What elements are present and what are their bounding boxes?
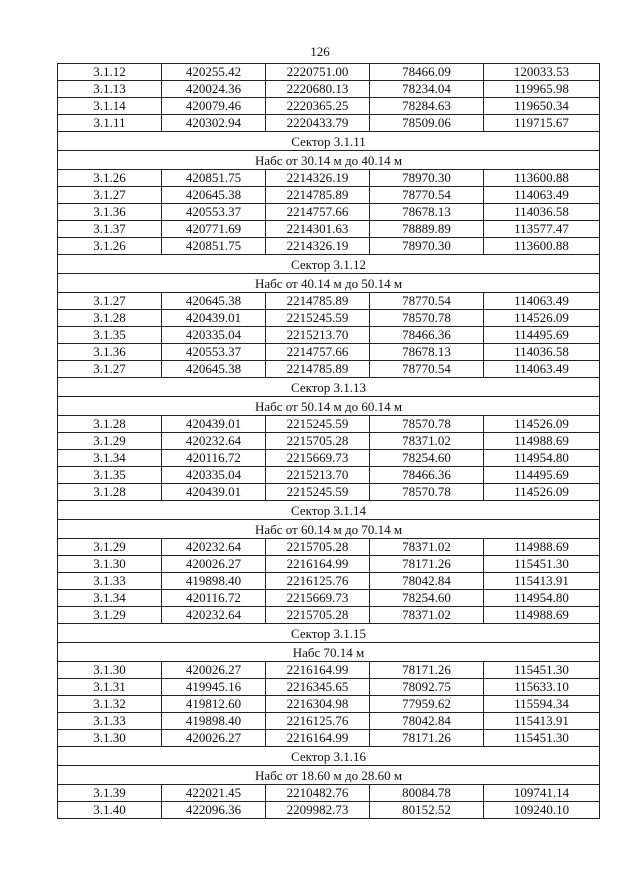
point-id-cell: 3.1.30 [58, 730, 162, 747]
local-x-cell: 78466.09 [370, 64, 484, 81]
section-header-row [58, 643, 600, 662]
point-id-cell: 3.1.37 [58, 221, 162, 238]
section-header: Набс от 30.14 м до 40.14 м [58, 151, 600, 170]
local-x-cell: 78371.02 [370, 607, 484, 624]
y-coordinate-cell: 2216164.99 [266, 662, 370, 679]
local-y-cell: 114036.58 [484, 204, 600, 221]
table-row [58, 170, 600, 187]
point-id-cell: 3.1.12 [58, 64, 162, 81]
table-row [58, 467, 600, 484]
section-header-row [58, 501, 600, 520]
local-x-cell: 78171.26 [370, 730, 484, 747]
table-row [58, 64, 600, 81]
local-x-cell: 78284.63 [370, 98, 484, 115]
local-y-cell: 114526.09 [484, 484, 600, 501]
y-coordinate-cell: 2214757.66 [266, 344, 370, 361]
x-coordinate-cell: 420645.38 [162, 293, 266, 310]
local-x-cell: 78254.60 [370, 590, 484, 607]
local-y-cell: 120033.53 [484, 64, 600, 81]
y-coordinate-cell: 2215245.59 [266, 416, 370, 433]
point-id-cell: 3.1.33 [58, 713, 162, 730]
point-id-cell: 3.1.29 [58, 607, 162, 624]
local-x-cell: 78092.75 [370, 679, 484, 696]
table-row [58, 310, 600, 327]
local-y-cell: 114988.69 [484, 433, 600, 450]
section-header: Набс от 60.14 м до 70.14 м [58, 520, 600, 539]
y-coordinate-cell: 2215705.28 [266, 607, 370, 624]
section-header: Сектор 3.1.13 [58, 378, 600, 397]
local-y-cell: 115451.30 [484, 556, 600, 573]
y-coordinate-cell: 2220433.79 [266, 115, 370, 132]
local-x-cell: 78678.13 [370, 204, 484, 221]
local-x-cell: 78970.30 [370, 238, 484, 255]
local-x-cell: 78570.78 [370, 416, 484, 433]
table-row [58, 607, 600, 624]
y-coordinate-cell: 2215669.73 [266, 590, 370, 607]
section-header: Набс от 40.14 м до 50.14 м [58, 274, 600, 293]
local-x-cell: 80084.78 [370, 785, 484, 802]
table-row [58, 556, 600, 573]
y-coordinate-cell: 2215213.70 [266, 467, 370, 484]
y-coordinate-cell: 2215245.59 [266, 484, 370, 501]
local-y-cell: 115633.10 [484, 679, 600, 696]
local-y-cell: 109741.14 [484, 785, 600, 802]
section-header: Набс от 50.14 м до 60.14 м [58, 397, 600, 416]
x-coordinate-cell: 420024.36 [162, 81, 266, 98]
table-row [58, 539, 600, 556]
y-coordinate-cell: 2210482.76 [266, 785, 370, 802]
local-x-cell: 78570.78 [370, 484, 484, 501]
x-coordinate-cell: 420335.04 [162, 327, 266, 344]
local-y-cell: 114063.49 [484, 293, 600, 310]
local-y-cell: 113600.88 [484, 170, 600, 187]
section-header: Набс от 18.60 м до 28.60 м [58, 766, 600, 785]
table-body [58, 64, 600, 819]
section-header-row [58, 520, 600, 539]
table-row [58, 590, 600, 607]
table-row [58, 433, 600, 450]
point-id-cell: 3.1.39 [58, 785, 162, 802]
table-row [58, 450, 600, 467]
local-y-cell: 114063.49 [484, 187, 600, 204]
x-coordinate-cell: 420771.69 [162, 221, 266, 238]
local-y-cell: 114526.09 [484, 416, 600, 433]
local-x-cell: 78466.36 [370, 467, 484, 484]
section-header: Сектор 3.1.15 [58, 624, 600, 643]
x-coordinate-cell: 420116.72 [162, 590, 266, 607]
x-coordinate-cell: 422096.36 [162, 802, 266, 819]
section-header-row [58, 151, 600, 170]
local-y-cell: 114495.69 [484, 467, 600, 484]
point-id-cell: 3.1.29 [58, 539, 162, 556]
local-y-cell: 114954.80 [484, 450, 600, 467]
y-coordinate-cell: 2215669.73 [266, 450, 370, 467]
x-coordinate-cell: 420026.27 [162, 556, 266, 573]
table-row [58, 679, 600, 696]
x-coordinate-cell: 420851.75 [162, 170, 266, 187]
y-coordinate-cell: 2214785.89 [266, 361, 370, 378]
point-id-cell: 3.1.34 [58, 450, 162, 467]
section-header-row [58, 397, 600, 416]
x-coordinate-cell: 420026.27 [162, 662, 266, 679]
local-y-cell: 115451.30 [484, 662, 600, 679]
table-row [58, 81, 600, 98]
y-coordinate-cell: 2215245.59 [266, 310, 370, 327]
section-header-row [58, 624, 600, 643]
y-coordinate-cell: 2216125.76 [266, 573, 370, 590]
section-header-row [58, 132, 600, 151]
x-coordinate-cell: 419898.40 [162, 573, 266, 590]
point-id-cell: 3.1.26 [58, 238, 162, 255]
local-y-cell: 115594.34 [484, 696, 600, 713]
point-id-cell: 3.1.26 [58, 170, 162, 187]
local-y-cell: 114988.69 [484, 607, 600, 624]
x-coordinate-cell: 420302.94 [162, 115, 266, 132]
y-coordinate-cell: 2216164.99 [266, 556, 370, 573]
section-header-row [58, 378, 600, 397]
table-row [58, 696, 600, 713]
table-row [58, 115, 600, 132]
y-coordinate-cell: 2220365.25 [266, 98, 370, 115]
table-row [58, 484, 600, 501]
y-coordinate-cell: 2214757.66 [266, 204, 370, 221]
local-x-cell: 80152.52 [370, 802, 484, 819]
section-header-row [58, 255, 600, 274]
local-y-cell: 114988.69 [484, 539, 600, 556]
local-y-cell: 109240.10 [484, 802, 600, 819]
local-x-cell: 78234.04 [370, 81, 484, 98]
point-id-cell: 3.1.35 [58, 327, 162, 344]
point-id-cell: 3.1.40 [58, 802, 162, 819]
y-coordinate-cell: 2214785.89 [266, 187, 370, 204]
y-coordinate-cell: 2209982.73 [266, 802, 370, 819]
table-row [58, 98, 600, 115]
section-header: Сектор 3.1.16 [58, 747, 600, 766]
local-y-cell: 114063.49 [484, 361, 600, 378]
point-id-cell: 3.1.36 [58, 204, 162, 221]
section-header-row [58, 747, 600, 766]
table-row [58, 785, 600, 802]
table-row [58, 293, 600, 310]
table-row [58, 802, 600, 819]
local-x-cell: 78254.60 [370, 450, 484, 467]
point-id-cell: 3.1.28 [58, 416, 162, 433]
coordinates-table [57, 63, 600, 819]
local-x-cell: 78770.54 [370, 361, 484, 378]
local-y-cell: 119650.34 [484, 98, 600, 115]
local-x-cell: 78371.02 [370, 539, 484, 556]
point-id-cell: 3.1.31 [58, 679, 162, 696]
x-coordinate-cell: 420079.46 [162, 98, 266, 115]
local-x-cell: 78466.36 [370, 327, 484, 344]
point-id-cell: 3.1.27 [58, 187, 162, 204]
local-x-cell: 78770.54 [370, 293, 484, 310]
x-coordinate-cell: 420439.01 [162, 484, 266, 501]
x-coordinate-cell: 420232.64 [162, 539, 266, 556]
point-id-cell: 3.1.36 [58, 344, 162, 361]
section-header: Сектор 3.1.12 [58, 255, 600, 274]
y-coordinate-cell: 2215213.70 [266, 327, 370, 344]
local-x-cell: 78371.02 [370, 433, 484, 450]
point-id-cell: 3.1.27 [58, 361, 162, 378]
section-header: Набс 70.14 м [58, 643, 600, 662]
table-row [58, 238, 600, 255]
table-row [58, 416, 600, 433]
local-y-cell: 115451.30 [484, 730, 600, 747]
local-x-cell: 78171.26 [370, 662, 484, 679]
table-row [58, 344, 600, 361]
point-id-cell: 3.1.28 [58, 484, 162, 501]
local-y-cell: 114526.09 [484, 310, 600, 327]
table-row [58, 187, 600, 204]
local-x-cell: 78570.78 [370, 310, 484, 327]
y-coordinate-cell: 2215705.28 [266, 539, 370, 556]
x-coordinate-cell: 420645.38 [162, 187, 266, 204]
y-coordinate-cell: 2220680.13 [266, 81, 370, 98]
point-id-cell: 3.1.34 [58, 590, 162, 607]
local-x-cell: 78970.30 [370, 170, 484, 187]
local-x-cell: 77959.62 [370, 696, 484, 713]
point-id-cell: 3.1.32 [58, 696, 162, 713]
table-row [58, 730, 600, 747]
x-coordinate-cell: 420116.72 [162, 450, 266, 467]
x-coordinate-cell: 420439.01 [162, 310, 266, 327]
point-id-cell: 3.1.35 [58, 467, 162, 484]
point-id-cell: 3.1.13 [58, 81, 162, 98]
x-coordinate-cell: 420232.64 [162, 433, 266, 450]
section-header-row [58, 274, 600, 293]
point-id-cell: 3.1.11 [58, 115, 162, 132]
x-coordinate-cell: 420645.38 [162, 361, 266, 378]
x-coordinate-cell: 420851.75 [162, 238, 266, 255]
local-y-cell: 115413.91 [484, 713, 600, 730]
local-x-cell: 78678.13 [370, 344, 484, 361]
x-coordinate-cell: 419945.16 [162, 679, 266, 696]
point-id-cell: 3.1.30 [58, 556, 162, 573]
x-coordinate-cell: 420232.64 [162, 607, 266, 624]
local-y-cell: 115413.91 [484, 573, 600, 590]
point-id-cell: 3.1.14 [58, 98, 162, 115]
local-y-cell: 114495.69 [484, 327, 600, 344]
page-number: 126 [310, 44, 330, 59]
x-coordinate-cell: 420439.01 [162, 416, 266, 433]
y-coordinate-cell: 2216345.65 [266, 679, 370, 696]
x-coordinate-cell: 419898.40 [162, 713, 266, 730]
y-coordinate-cell: 2216125.76 [266, 713, 370, 730]
table-row [58, 573, 600, 590]
local-y-cell: 113600.88 [484, 238, 600, 255]
section-header-row [58, 766, 600, 785]
x-coordinate-cell: 419812.60 [162, 696, 266, 713]
y-coordinate-cell: 2214301.63 [266, 221, 370, 238]
local-x-cell: 78509.06 [370, 115, 484, 132]
y-coordinate-cell: 2214785.89 [266, 293, 370, 310]
y-coordinate-cell: 2215705.28 [266, 433, 370, 450]
x-coordinate-cell: 420553.37 [162, 204, 266, 221]
x-coordinate-cell: 422021.45 [162, 785, 266, 802]
section-header: Сектор 3.1.14 [58, 501, 600, 520]
point-id-cell: 3.1.28 [58, 310, 162, 327]
y-coordinate-cell: 2220751.00 [266, 64, 370, 81]
local-y-cell: 119965.98 [484, 81, 600, 98]
x-coordinate-cell: 420335.04 [162, 467, 266, 484]
y-coordinate-cell: 2216164.99 [266, 730, 370, 747]
table-row [58, 361, 600, 378]
table-row [58, 221, 600, 238]
point-id-cell: 3.1.29 [58, 433, 162, 450]
section-header: Сектор 3.1.11 [58, 132, 600, 151]
x-coordinate-cell: 420553.37 [162, 344, 266, 361]
table-row [58, 713, 600, 730]
local-x-cell: 78042.84 [370, 713, 484, 730]
local-y-cell: 114036.58 [484, 344, 600, 361]
table-row [58, 327, 600, 344]
local-x-cell: 78171.26 [370, 556, 484, 573]
local-y-cell: 113577.47 [484, 221, 600, 238]
local-x-cell: 78770.54 [370, 187, 484, 204]
point-id-cell: 3.1.33 [58, 573, 162, 590]
y-coordinate-cell: 2214326.19 [266, 170, 370, 187]
point-id-cell: 3.1.27 [58, 293, 162, 310]
y-coordinate-cell: 2216304.98 [266, 696, 370, 713]
x-coordinate-cell: 420026.27 [162, 730, 266, 747]
local-x-cell: 78889.89 [370, 221, 484, 238]
local-y-cell: 114954.80 [484, 590, 600, 607]
y-coordinate-cell: 2214326.19 [266, 238, 370, 255]
table-row [58, 662, 600, 679]
local-x-cell: 78042.84 [370, 573, 484, 590]
x-coordinate-cell: 420255.42 [162, 64, 266, 81]
point-id-cell: 3.1.30 [58, 662, 162, 679]
table-row [58, 204, 600, 221]
local-y-cell: 119715.67 [484, 115, 600, 132]
